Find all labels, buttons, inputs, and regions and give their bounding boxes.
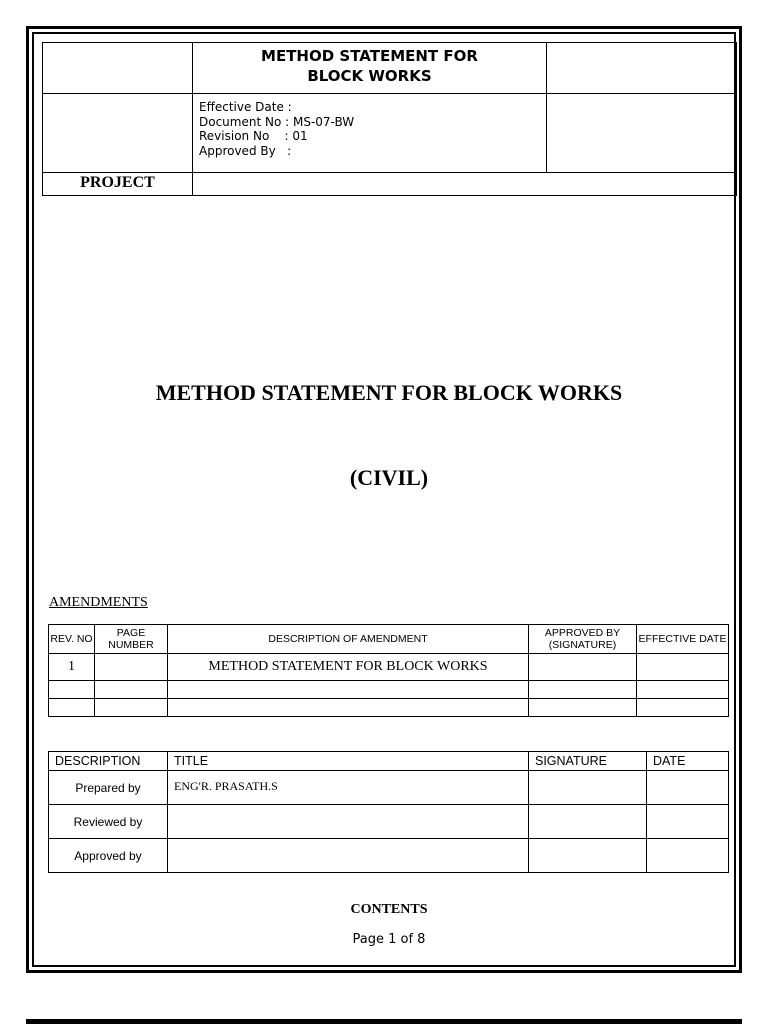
sub-title: (CIVIL) [349, 465, 429, 490]
table-row [49, 771, 729, 805]
cell-signature [529, 805, 647, 839]
table-row [49, 839, 729, 873]
cell-approved [529, 654, 637, 681]
approved-by: Approved By : [199, 143, 292, 158]
title-line-2: BLOCK WORKS [307, 67, 432, 85]
project-value [193, 173, 737, 196]
cell-date [647, 805, 729, 839]
document-number: Document No : MS-07-BW [199, 114, 355, 129]
cell-title [168, 839, 529, 873]
cell-rev: 1 [49, 654, 95, 681]
table-row [49, 699, 729, 717]
col-date: DATE [647, 752, 729, 771]
cell-date [637, 654, 729, 681]
main-title: METHOD STATEMENT FOR BLOCK WORKS [155, 380, 623, 405]
cell-date [647, 839, 729, 873]
col-approved-by: APPROVED BY (SIGNATURE) [529, 625, 637, 654]
table-row [49, 681, 729, 699]
cell-page [95, 681, 168, 699]
revision-number: Revision No : 01 [199, 129, 308, 143]
cell-description: Prepared by [49, 771, 168, 805]
project-label: PROJECT [43, 173, 193, 196]
cell-date [637, 699, 729, 717]
document-info [193, 94, 547, 173]
page-number: Page 1 of 8 [352, 932, 426, 947]
header-left-cell [43, 94, 193, 173]
col-rev-no: REV. NO [49, 625, 95, 654]
col-signature: SIGNATURE [529, 752, 647, 771]
col-description: DESCRIPTION OF AMENDMENT [168, 625, 529, 654]
cell-description [168, 699, 529, 717]
cell-date [647, 771, 729, 805]
contents-heading: CONTENTS [350, 902, 428, 917]
cell-description: METHOD STATEMENT FOR BLOCK WORKS [168, 654, 529, 681]
col-description: DESCRIPTION [49, 752, 168, 771]
title-line-1: METHOD STATEMENT FOR [261, 47, 478, 65]
cell-description: Approved by [49, 839, 168, 873]
document-header-table [42, 42, 737, 196]
cell-title: ENG'R. PRASATH.S [168, 771, 529, 805]
col-title: TITLE [168, 752, 529, 771]
cell-title [168, 805, 529, 839]
effective-date: Effective Date : [199, 100, 292, 114]
cell-signature [529, 771, 647, 805]
cell-description: Reviewed by [49, 805, 168, 839]
cell-date [637, 681, 729, 699]
cell-rev [49, 681, 95, 699]
header-right-cell [547, 43, 737, 94]
table-row [49, 805, 729, 839]
amendments-table [48, 624, 729, 717]
cell-rev [49, 699, 95, 717]
cell-approved [529, 681, 637, 699]
cell-approved [529, 699, 637, 717]
table-row [49, 654, 729, 681]
cell-page [95, 654, 168, 681]
signatures-header-row [49, 752, 729, 771]
logo-cell [43, 43, 193, 94]
header-right-info-cell [547, 94, 737, 173]
cell-page [95, 699, 168, 717]
cell-description [168, 681, 529, 699]
amendments-label: AMENDMENTS [49, 595, 148, 610]
col-page-number: PAGE NUMBER [95, 625, 168, 654]
next-page-top-border [26, 1019, 742, 1024]
amendments-header-row [49, 625, 729, 654]
document-title [193, 43, 547, 94]
cell-signature [529, 839, 647, 873]
signatures-table [48, 751, 729, 873]
col-effective-date: EFFECTIVE DATE [637, 625, 729, 654]
